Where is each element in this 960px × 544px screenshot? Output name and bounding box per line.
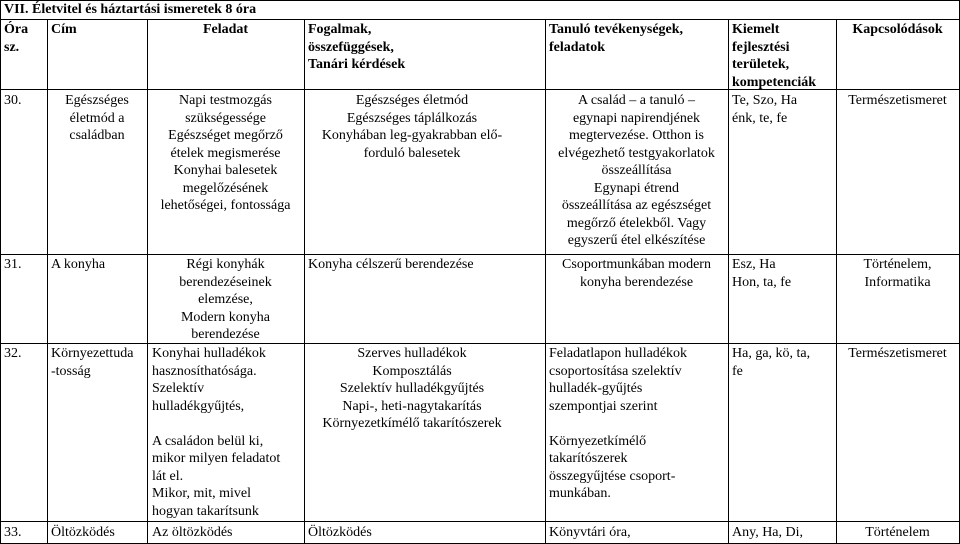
- header-kapcsolodasok: Kapcsolódások: [852, 22, 943, 37]
- row31-fogalmak: Konyha célszerű berendezése: [308, 257, 474, 272]
- row31-kapcsolodasok: Történelem, Informatika: [863, 257, 932, 290]
- hline-title: [0, 19, 960, 20]
- section-title: VII. Életvitel és háztartási ismeretek 8 óra: [4, 2, 257, 17]
- header-feladat: Feladat: [202, 22, 249, 37]
- row30-feladat: Napi testmozgás szükségessége Egészséget megőrző ételek megismerése Konyhai balesetek megelőzésének lehetőségei, fontossága: [160, 93, 291, 213]
- row32-feladat: Konyhai hulladékok hasznosíthatósága. Szelektív hulladékgyűjtés, A családon belül ki, mikor milyen feladatot lát el. Mikor, mit, mivel hogyan takarítsunk: [152, 346, 281, 519]
- header-cim: Cím: [51, 22, 77, 37]
- row33-fogalmak: Öltözködés: [308, 525, 372, 540]
- hline-row30: [0, 254, 960, 255]
- row30-kiemelt: Te, Szo, Ha énk, te, fe: [732, 93, 798, 126]
- row30-ora: 30.: [4, 93, 22, 108]
- row30-kapcsolodasok: Természetismeret: [848, 93, 947, 108]
- row33-tanulo: Könyvtári óra,: [549, 525, 631, 540]
- hline-header: [0, 89, 960, 90]
- row32-cim: Környezettuda -tosság: [51, 346, 134, 379]
- row32-ora: 32.: [4, 346, 22, 361]
- row31-cim: A konyha: [51, 257, 106, 272]
- row31-kiemelt: Esz, Ha Hon, ta, fe: [732, 257, 792, 290]
- hline-row31: [0, 343, 960, 344]
- row30-tanulo: A család – a tanuló – egynapi napirendjének megtervezése. Otthon is elvégezhető testgyakorlatok összeállítása Egynapi étrend összeállítása az egészséget megőrző ételekből. Vagy egyszerű étel elkészítése: [558, 93, 715, 248]
- row33-kapcsolodasok: Történelem: [865, 525, 930, 540]
- row33-ora: 33.: [4, 525, 22, 540]
- row31-ora: 31.: [4, 257, 22, 272]
- row30-fogalmak: Egészséges életmód Egészséges táplálkozás Konyhában leg-gyakrabban elő- forduló balesetek: [321, 93, 503, 161]
- header-ora: Óra sz.: [4, 22, 29, 55]
- row31-feladat: Régi konyhák berendezéseinek elemzése, Modern konyha berendezése: [179, 257, 272, 342]
- row32-kiemelt: Ha, ga, kö, ta, fe: [732, 346, 811, 379]
- header-fogalmak: Fogalmak, összefüggések, Tanári kérdések: [308, 22, 406, 72]
- row32-kapcsolodasok: Természetismeret: [848, 346, 947, 361]
- row32-tanulo: Feladatlapon hulladékok csoportosítása szelektív hulladék-gyűjtés szempontjai szerint Környezetkímélő takarítószerek összegyűjtése csoport- munkában.: [549, 346, 688, 501]
- row32-fogalmak: Szerves hulladékok Komposztálás Szelektív hulladékgyűjtés Napi-, heti-nagytakarítás Környezetkímélő takarítószerek: [322, 346, 502, 431]
- row33-kiemelt: Any, Ha, Di,: [732, 525, 804, 540]
- row31-tanulo: Csoportmunkában modern konyha berendezése: [562, 257, 711, 290]
- row33-feladat: Az öltözködés: [152, 525, 233, 540]
- header-kiemelt: Kiemelt fejlesztési területek, kompetenciák: [732, 22, 816, 90]
- row33-cim: Öltözködés: [51, 525, 115, 540]
- header-tanulo: Tanuló tevékenységek, feladatok: [549, 22, 684, 55]
- vline-left: [0, 0, 1, 544]
- vline-5: [728, 19, 729, 544]
- hline-row32: [0, 521, 960, 522]
- row30-cim: Egészséges életmód a családban: [65, 93, 129, 143]
